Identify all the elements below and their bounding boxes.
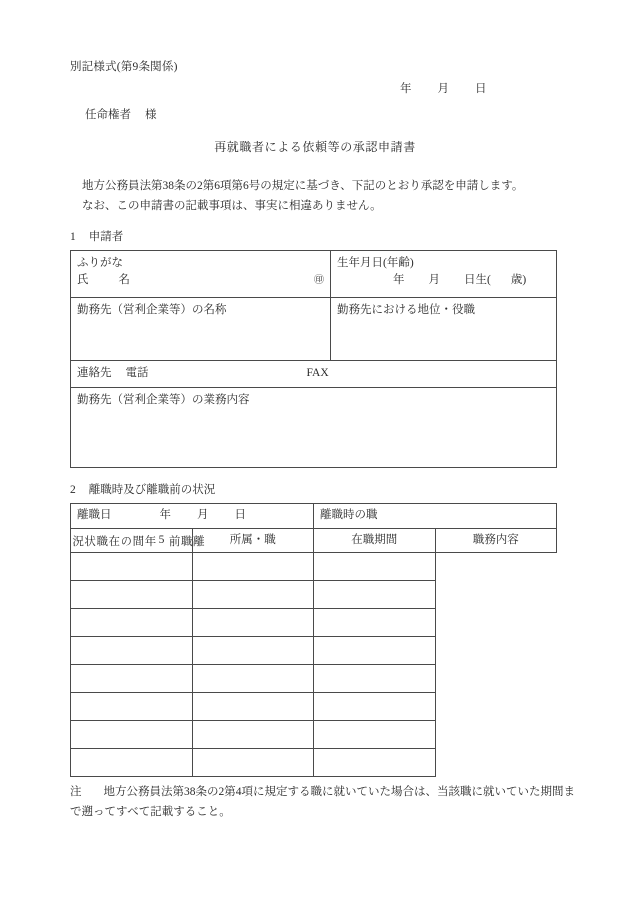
retirement-cell-duty[interactable] — [314, 609, 436, 637]
retirement-cell-post[interactable] — [71, 553, 193, 581]
name-label: 氏 名 — [77, 274, 130, 286]
table-row — [71, 609, 557, 637]
date-day-label: 日 — [475, 83, 487, 95]
table-row — [71, 581, 557, 609]
table-row — [71, 388, 557, 468]
retirement-day-label: 日 — [234, 509, 246, 521]
retirement-cell-period[interactable] — [192, 553, 314, 581]
table-row — [71, 693, 557, 721]
birthdate-entry-line: 年 月 日生( 歳) — [393, 274, 527, 286]
section-1-label: 申請者 — [88, 231, 124, 243]
contact-cell[interactable] — [71, 361, 557, 388]
retirement-cell-duty[interactable] — [314, 749, 436, 777]
retirement-cell-post[interactable] — [71, 721, 193, 749]
retirement-table — [70, 503, 557, 777]
column-header-period: 在職期間 — [314, 529, 436, 553]
furigana-label: ふりがな — [77, 257, 123, 269]
retirement-cell-duty[interactable] — [314, 581, 436, 609]
table-row — [71, 553, 557, 581]
employer-position-cell[interactable] — [331, 298, 557, 361]
retirement-year-label: 年 — [159, 509, 171, 521]
section-1-heading — [70, 228, 123, 244]
retirement-cell-duty[interactable] — [314, 665, 436, 693]
date-month-label: 月 — [437, 83, 449, 95]
footnote — [70, 782, 575, 822]
table-row — [71, 251, 557, 298]
table-row — [71, 637, 557, 665]
table-row — [71, 721, 557, 749]
seal-icon: ㊞ — [314, 275, 324, 286]
table-header-row — [71, 529, 557, 553]
footnote-marker: 注 — [70, 786, 82, 798]
employer-position-label: 勤務先における地位・役職 — [337, 304, 475, 316]
date-year-label: 年 — [400, 83, 412, 95]
section-2-heading — [70, 481, 215, 497]
phone-label: 電話 — [125, 367, 149, 379]
retirement-post-label: 離職時の職 — [320, 509, 378, 521]
section-1-number: 1 — [70, 231, 76, 243]
contact-label: 連絡先 — [77, 367, 112, 379]
retirement-cell-post[interactable] — [71, 693, 193, 721]
table-row — [71, 361, 557, 388]
retirement-cell-period[interactable] — [192, 609, 314, 637]
retirement-cell-duty[interactable] — [314, 693, 436, 721]
retirement-cell-post[interactable] — [71, 665, 193, 693]
retirement-date-cell[interactable] — [71, 504, 314, 529]
retirement-cell-period[interactable] — [192, 693, 314, 721]
business-content-cell[interactable] — [71, 388, 557, 468]
table-row — [71, 298, 557, 361]
section-2-label: 離職時及び離職前の状況 — [88, 484, 216, 496]
applicant-table — [70, 250, 557, 468]
retirement-post-cell[interactable] — [314, 504, 557, 529]
retirement-row-group — [71, 553, 557, 777]
vertical-label-cell — [71, 529, 204, 553]
retirement-cell-duty[interactable] — [314, 637, 436, 665]
retirement-cell-period[interactable] — [192, 665, 314, 693]
retirement-cell-period[interactable] — [192, 637, 314, 665]
intro-paragraph-line-1: 地方公務員法第38条の2第6項第6号の規定に基づき、下記のとおり承認を申請します。 — [82, 180, 524, 192]
retirement-cell-period[interactable] — [192, 721, 314, 749]
table-row — [71, 665, 557, 693]
section-2-number: 2 — [70, 484, 76, 496]
retirement-month-label: 月 — [197, 509, 209, 521]
intro-paragraph — [70, 176, 570, 216]
table-row — [71, 749, 557, 777]
birthdate-cell[interactable] — [331, 251, 557, 298]
birthdate-label: 生年月日(年齢) — [337, 257, 414, 269]
employer-name-cell[interactable] — [71, 298, 331, 361]
addressee-line — [85, 106, 157, 122]
addressee-label: 任命権者 — [85, 109, 131, 121]
document-title: 再就職者による依頼等の承認申請書 — [214, 140, 416, 154]
retirement-cell-duty[interactable] — [314, 721, 436, 749]
retirement-cell-post[interactable] — [71, 637, 193, 665]
employer-name-label: 勤務先（営利企業等）の名称 — [77, 304, 227, 316]
name-cell[interactable] — [71, 251, 331, 298]
table-row — [71, 504, 557, 529]
retirement-cell-post[interactable] — [71, 609, 193, 637]
retirement-cell-duty[interactable] — [314, 553, 436, 581]
retirement-cell-period[interactable] — [192, 749, 314, 777]
retirement-cell-post[interactable] — [71, 581, 193, 609]
intro-paragraph-line-2: なお、この申請書の記載事項は、事実に相違ありません。 — [82, 200, 382, 212]
fax-label: FAX — [306, 367, 329, 379]
column-header-post: 所属・職 — [192, 529, 314, 553]
retirement-date-label: 離職日 — [77, 509, 112, 521]
retirement-cell-period[interactable] — [192, 581, 314, 609]
footnote-text: 地方公務員法第38条の2第4項に規定する職に就いていた場合は、当該職に就いていた期間まで遡ってすべて記載すること。 — [70, 786, 575, 818]
retirement-cell-post[interactable] — [71, 749, 193, 777]
column-header-duty: 職務内容 — [435, 529, 557, 553]
addressee-honorific: 様 — [145, 109, 157, 121]
business-content-label: 勤務先（営利企業等）の業務内容 — [77, 394, 250, 406]
form-identifier: 別記様式(第9条関係) — [70, 61, 178, 73]
vertical-label-text: 離職前5年間の在職状況 — [71, 534, 204, 547]
date-line — [400, 80, 550, 96]
